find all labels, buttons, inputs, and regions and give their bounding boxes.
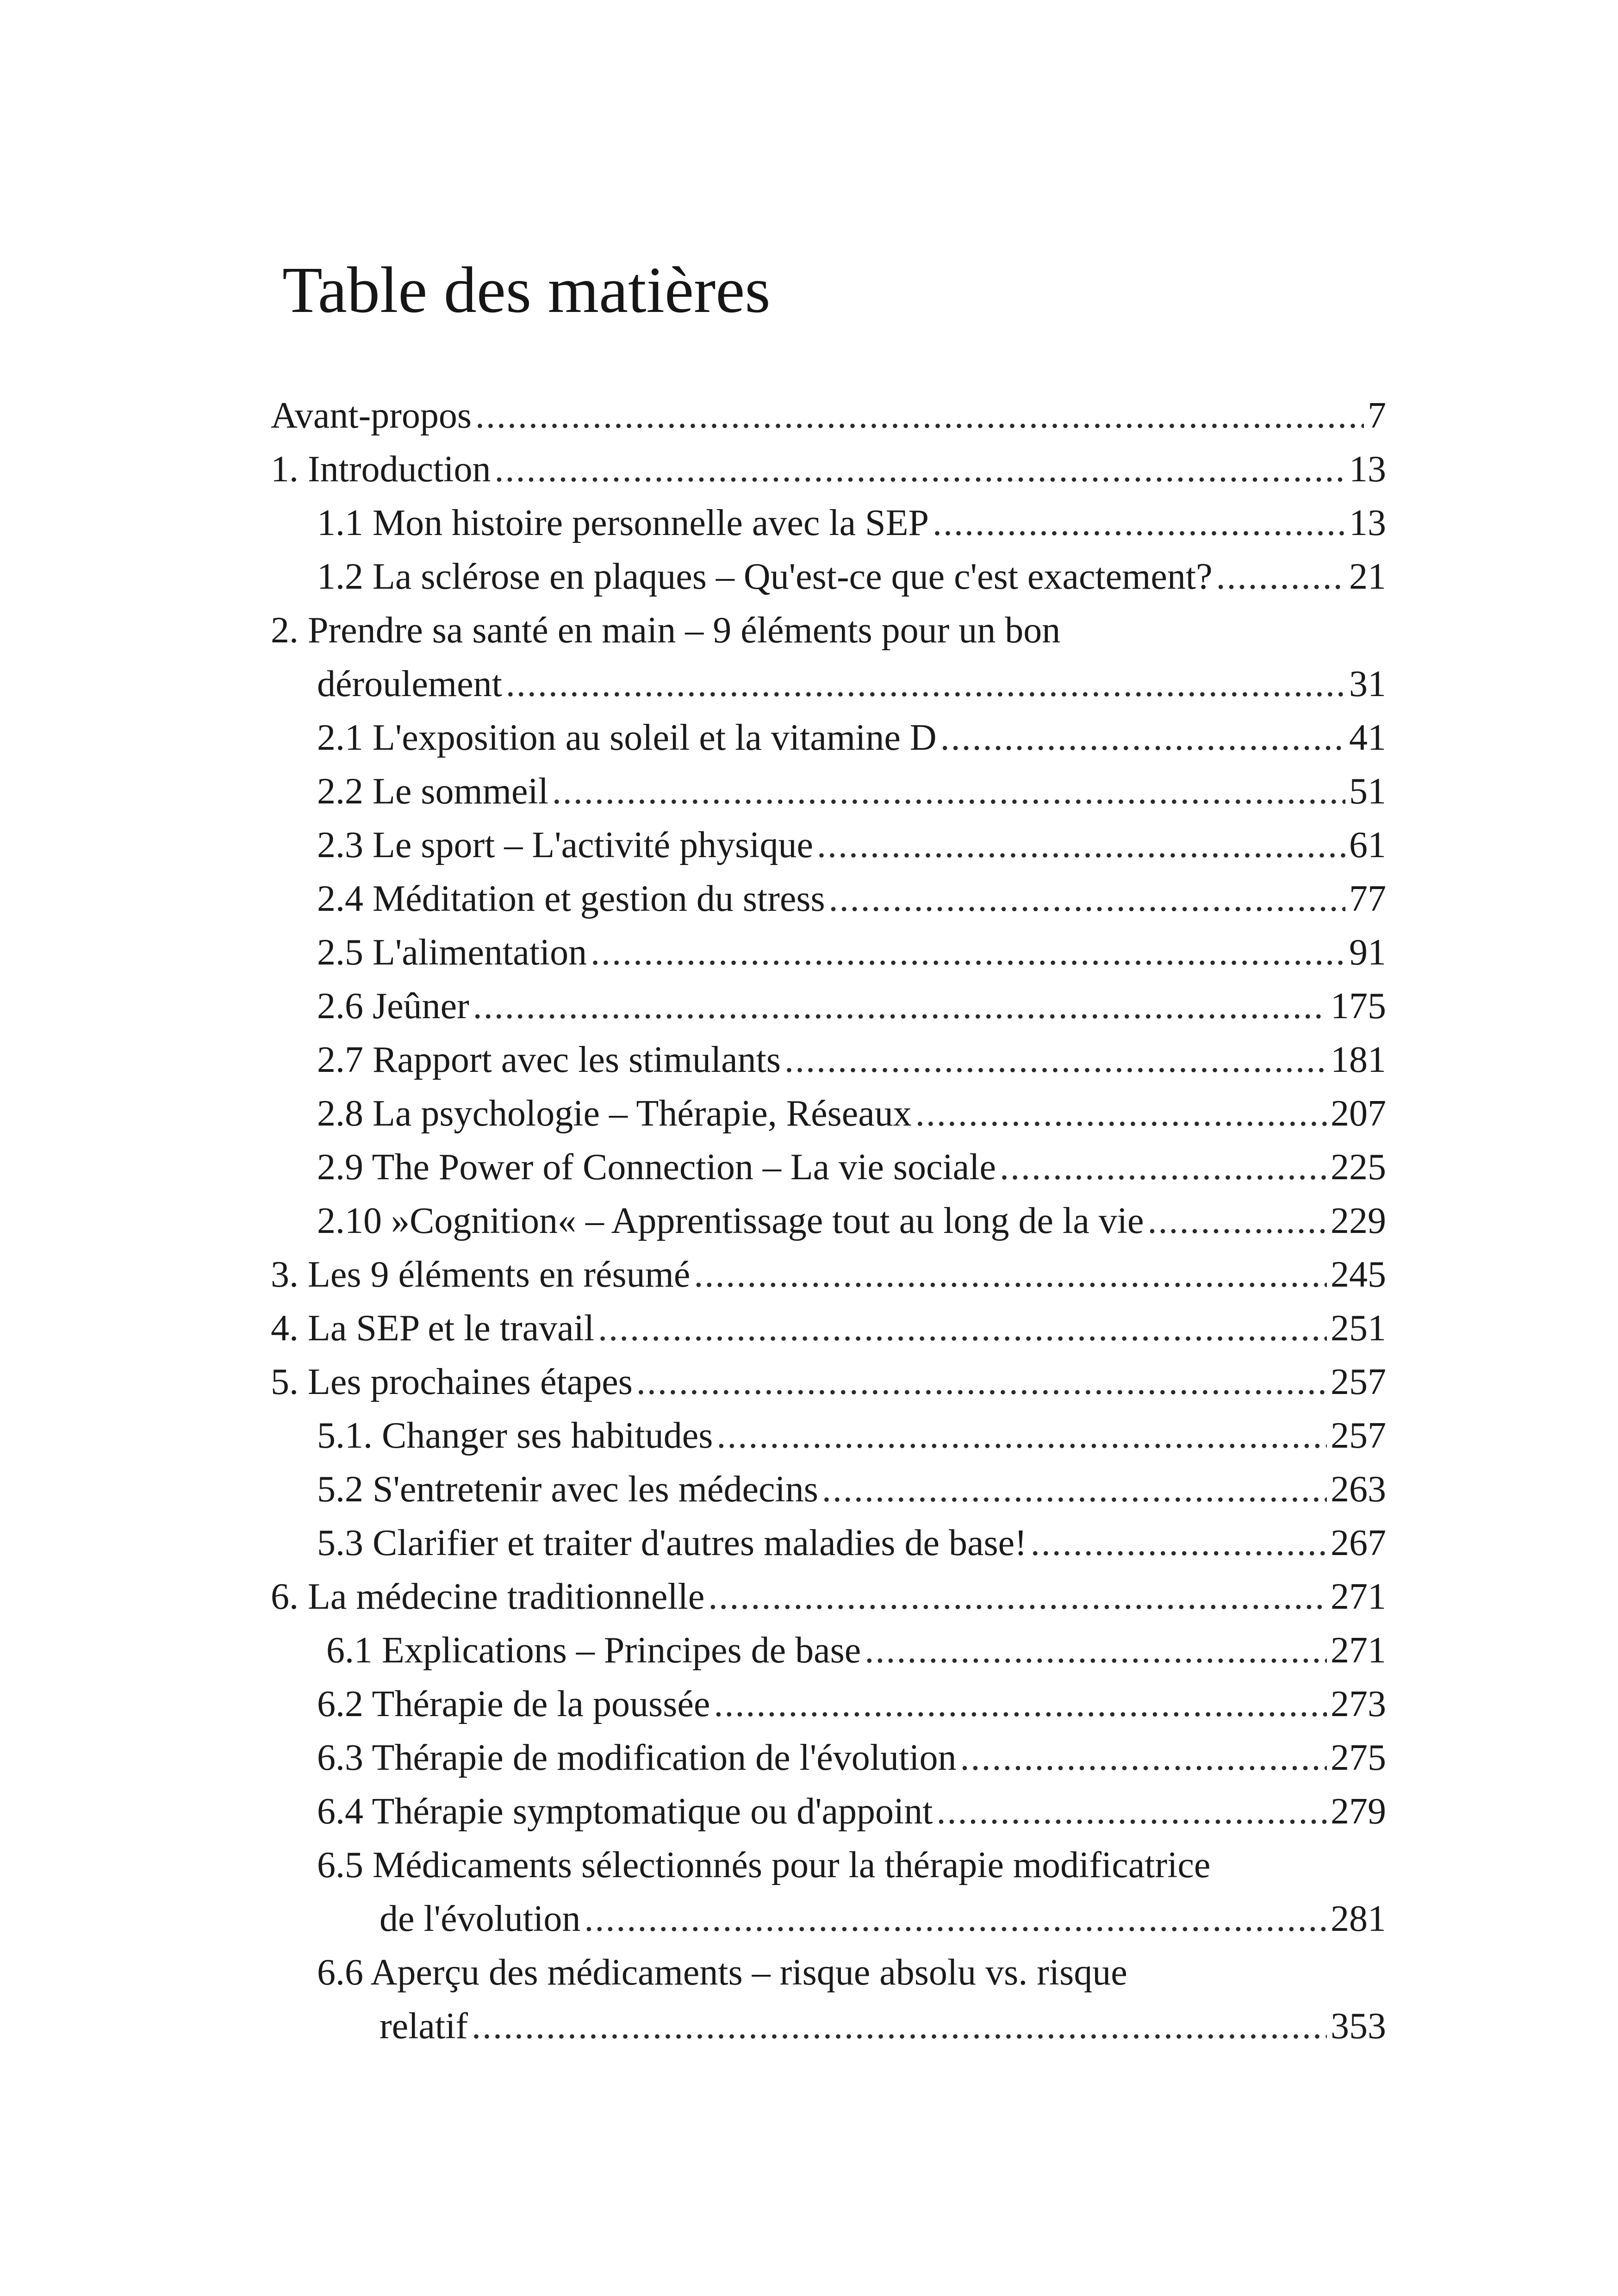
toc-entry-label: déroulement (317, 664, 502, 704)
toc-page-number: 271 (1331, 1576, 1386, 1617)
toc-page-number: 353 (1331, 2006, 1386, 2047)
dot-leader (552, 765, 1345, 818)
toc-entry-label: 2.4 Méditation et gestion du stress (317, 878, 825, 919)
toc-entry-label: 2.2 Le sommeil (317, 771, 548, 812)
toc-entry[interactable] (271, 979, 1386, 1033)
toc-entry-label: 2.8 La psychologie – Thérapie, Réseaux (317, 1093, 912, 1134)
dot-leader (817, 818, 1345, 872)
toc-entry[interactable] (271, 1301, 1386, 1355)
dot-leader (936, 1785, 1327, 1838)
dot-leader (473, 979, 1327, 1033)
toc-page-number: 229 (1331, 1201, 1386, 1241)
toc-entry[interactable] (271, 1355, 1386, 1409)
toc-entry[interactable] (271, 496, 1386, 550)
toc-entry-label: 5.3 Clarifier et traiter d'autres maladies de base! (317, 1523, 1027, 1563)
toc-entry[interactable] (271, 1140, 1386, 1194)
table-of-contents (271, 389, 1386, 2053)
toc-entry-label: 2.1 L'exposition au soleil et la vitamine D (317, 717, 937, 758)
toc-entry-label: 5. Les prochaines étapes (271, 1362, 633, 1402)
toc-entry[interactable] (271, 1624, 1386, 1677)
toc-page-number: 7 (1368, 395, 1386, 436)
toc-entry-label: relatif (380, 2006, 468, 2047)
toc-entry-label: 4. La SEP et le travail (271, 1308, 595, 1349)
toc-page-number: 91 (1349, 932, 1386, 973)
toc-entry[interactable] (271, 604, 1386, 711)
toc-page-number: 267 (1331, 1523, 1386, 1563)
dot-leader (506, 657, 1345, 711)
toc-entry[interactable] (271, 711, 1386, 765)
toc-entry[interactable] (271, 1570, 1386, 1624)
toc-entry[interactable] (271, 1033, 1386, 1087)
toc-entry-label: 2.7 Rapport avec les stimulants (317, 1039, 781, 1080)
toc-page-number: 181 (1331, 1039, 1386, 1080)
toc-page-number: 279 (1331, 1791, 1386, 1832)
dot-leader (865, 1624, 1327, 1677)
toc-entry[interactable] (271, 1516, 1386, 1570)
toc-entry[interactable] (271, 1838, 1386, 1946)
toc-entry[interactable] (271, 550, 1386, 604)
toc-entry-label: 2.5 L'alimentation (317, 932, 587, 973)
dot-leader (933, 496, 1345, 550)
toc-entry-label: 2.3 Le sport – L'activité physique (317, 825, 813, 865)
dot-leader (591, 926, 1345, 979)
toc-entry-label: 1.1 Mon histoire personnelle avec la SEP (317, 503, 929, 543)
toc-entry-label: 1. Introduction (271, 449, 491, 490)
dot-leader (829, 872, 1345, 926)
toc-page-number: 281 (1331, 1898, 1386, 1939)
toc-page-number: 21 (1349, 556, 1386, 597)
dot-leader (475, 389, 1364, 442)
toc-entry-label: 6. La médecine traditionnelle (271, 1576, 705, 1617)
toc-entry-label: 6.4 Thérapie symptomatique ou d'appoint (317, 1791, 933, 1832)
toc-entry-label: 6.2 Thérapie de la poussée (317, 1684, 710, 1724)
toc-entry[interactable] (271, 818, 1386, 872)
toc-entry[interactable] (271, 442, 1386, 496)
toc-page-number: 225 (1331, 1147, 1386, 1188)
toc-entry[interactable] (271, 1087, 1386, 1140)
toc-page-number: 263 (1331, 1469, 1386, 1510)
dot-leader (915, 1087, 1327, 1140)
toc-page-number: 13 (1349, 503, 1386, 543)
toc-entry[interactable] (271, 926, 1386, 979)
toc-entry[interactable] (271, 389, 1386, 442)
toc-entry-label: 2.10 »Cognition« – Apprentissage tout au long de la vie (317, 1201, 1144, 1241)
toc-entry[interactable] (271, 1248, 1386, 1301)
toc-entry-label: 6.3 Thérapie de modification de l'évolution (317, 1737, 957, 1778)
toc-entry-label-line1: 2. Prendre sa santé en main – 9 éléments pour un bon (271, 610, 1061, 651)
toc-entry-label-line1: 6.6 Aperçu des médicaments – risque absolu vs. risque (317, 1952, 1127, 1993)
toc-page-number: 257 (1331, 1415, 1386, 1456)
toc-page-number: 251 (1331, 1308, 1386, 1349)
toc-page-number: 257 (1331, 1362, 1386, 1402)
toc-entry[interactable] (271, 1409, 1386, 1462)
toc-entry-label: 6.1 Explications – Principes de base (326, 1630, 861, 1671)
toc-entry[interactable] (271, 1785, 1386, 1838)
toc-entry-label-line1: 6.5 Médicaments sélectionnés pour la thérapie modificatrice (317, 1845, 1211, 1885)
toc-entry[interactable] (271, 1677, 1386, 1731)
dot-leader (584, 1892, 1327, 1946)
toc-page-number: 273 (1331, 1684, 1386, 1724)
dot-leader (472, 1999, 1327, 2053)
dot-leader (694, 1248, 1327, 1301)
toc-entry[interactable] (271, 1946, 1386, 2053)
dot-leader (598, 1301, 1327, 1355)
dot-leader (1000, 1140, 1327, 1194)
dot-leader (714, 1677, 1327, 1731)
dot-leader (1147, 1194, 1327, 1248)
page-title: Table des matières (282, 253, 771, 326)
toc-entry-label: de l'évolution (380, 1898, 581, 1939)
toc-entry[interactable] (271, 765, 1386, 818)
dot-leader (784, 1033, 1327, 1087)
dot-leader (822, 1462, 1327, 1516)
toc-page-number: 245 (1331, 1254, 1386, 1295)
toc-page-number: 175 (1331, 986, 1386, 1027)
toc-page-number: 51 (1349, 771, 1386, 812)
dot-leader (708, 1570, 1327, 1624)
toc-entry-label: 5.2 S'entretenir avec les médecins (317, 1469, 818, 1510)
dot-leader (716, 1409, 1327, 1462)
toc-entry[interactable] (271, 872, 1386, 926)
toc-page-number: 31 (1349, 664, 1386, 704)
toc-entry-label: 5.1. Changer ses habitudes (317, 1415, 713, 1456)
dot-leader (494, 442, 1345, 496)
toc-entry-label: 3. Les 9 éléments en résumé (271, 1254, 691, 1295)
toc-page-number: 13 (1349, 449, 1386, 490)
toc-page-number: 61 (1349, 825, 1386, 865)
toc-entry[interactable] (271, 1731, 1386, 1785)
toc-page-number: 207 (1331, 1093, 1386, 1134)
dot-leader (960, 1731, 1327, 1785)
toc-entry[interactable] (271, 1194, 1386, 1248)
toc-page-number: 275 (1331, 1737, 1386, 1778)
toc-entry-label: 1.2 La sclérose en plaques – Qu'est-ce que c'est exactement? (317, 556, 1213, 597)
toc-entry-label: 2.6 Jeûner (317, 986, 469, 1027)
toc-page-number: 271 (1331, 1630, 1386, 1671)
toc-entry-label: 2.9 The Power of Connection – La vie sociale (317, 1147, 996, 1188)
dot-leader (1031, 1516, 1327, 1570)
toc-entry-label: Avant-propos (271, 395, 472, 436)
toc-page-number: 41 (1349, 717, 1386, 758)
dot-leader (940, 711, 1345, 765)
toc-page-number: 77 (1349, 878, 1386, 919)
toc-entry[interactable] (271, 1462, 1386, 1516)
dot-leader (1216, 550, 1345, 604)
dot-leader (636, 1355, 1327, 1409)
